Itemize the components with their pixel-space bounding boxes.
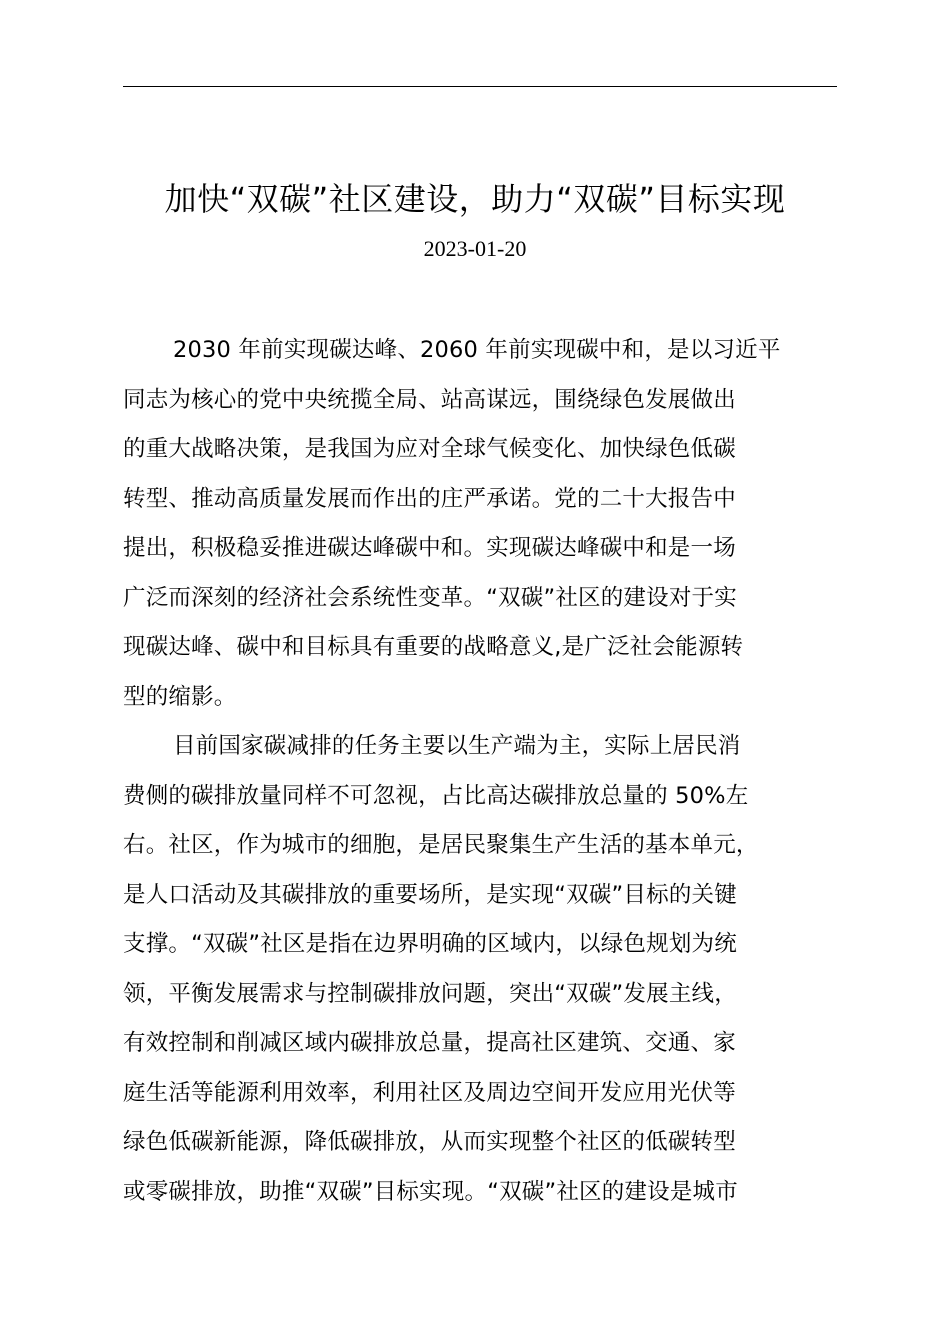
paragraph-line: 庭生活等能源利用效率，利用社区及周边空间开发应用光伏等 [123, 1079, 736, 1106]
paragraph-line: 2030 年前实现碳达峰、2060 年前实现碳中和，是以习近平 [173, 337, 781, 363]
paragraph-line: 支撑。“双碳”社区是指在边界明确的区域内，以绿色规划为统 [123, 931, 737, 957]
paragraph-line: 领，平衡发展需求与控制碳排放问题，突出“双碳”发展主线， [123, 980, 737, 1007]
paragraph-line: 费侧的碳排放量同样不可忽视，占比高达碳排放总量的 50%左 [123, 782, 749, 809]
paragraph-line: 的重大战略决策，是我国为应对全球气候变化、加快绿色低碳 [123, 436, 736, 462]
paragraph-line: 右。社区，作为城市的细胞，是居民聚集生产生活的基本单元， [123, 832, 759, 858]
paragraph-line: 同志为核心的党中央统揽全局、站高谋远，围绕绿色发展做出 [123, 386, 736, 413]
paragraph-line: 广泛而深刻的经济社会系统性变革。“双碳”社区的建设对于实 [123, 584, 737, 611]
paragraph-line: 型的缩影。 [123, 683, 237, 710]
header-rule [123, 86, 837, 87]
article-body [123, 326, 837, 1217]
paragraph-line: 目前国家碳减排的任务主要以生产端为主，实际上居民消 [173, 733, 741, 759]
paragraph-1 [123, 326, 837, 722]
paragraph-line: 转型、推动高质量发展而作出的庄严承诺。党的二十大报告中 [123, 485, 736, 512]
paragraph-line: 是人口活动及其碳排放的重要场所，是实现“双碳”目标的关键 [123, 881, 737, 908]
article-title: 加快“双碳”社区建设，助力“双碳”目标实现 [164, 180, 786, 218]
paragraph-2 [123, 722, 837, 1217]
paragraph-line: 或零碳排放，助推“双碳”目标实现。“双碳”社区的建设是城市 [123, 1178, 738, 1205]
article-date: 2023-01-20 [423, 236, 527, 261]
paragraph-line: 现碳达峰、碳中和目标具有重要的战略意义,是广泛社会能源转 [123, 634, 744, 660]
paragraph-line: 绿色低碳新能源，降低碳排放，从而实现整个社区的低碳转型 [123, 1129, 736, 1155]
paragraph-line: 有效控制和削减区域内碳排放总量，提高社区建筑、交通、家 [123, 1030, 736, 1056]
paragraph-line: 提出，积极稳妥推进碳达峰碳中和。实现碳达峰碳中和是一场 [123, 535, 736, 561]
